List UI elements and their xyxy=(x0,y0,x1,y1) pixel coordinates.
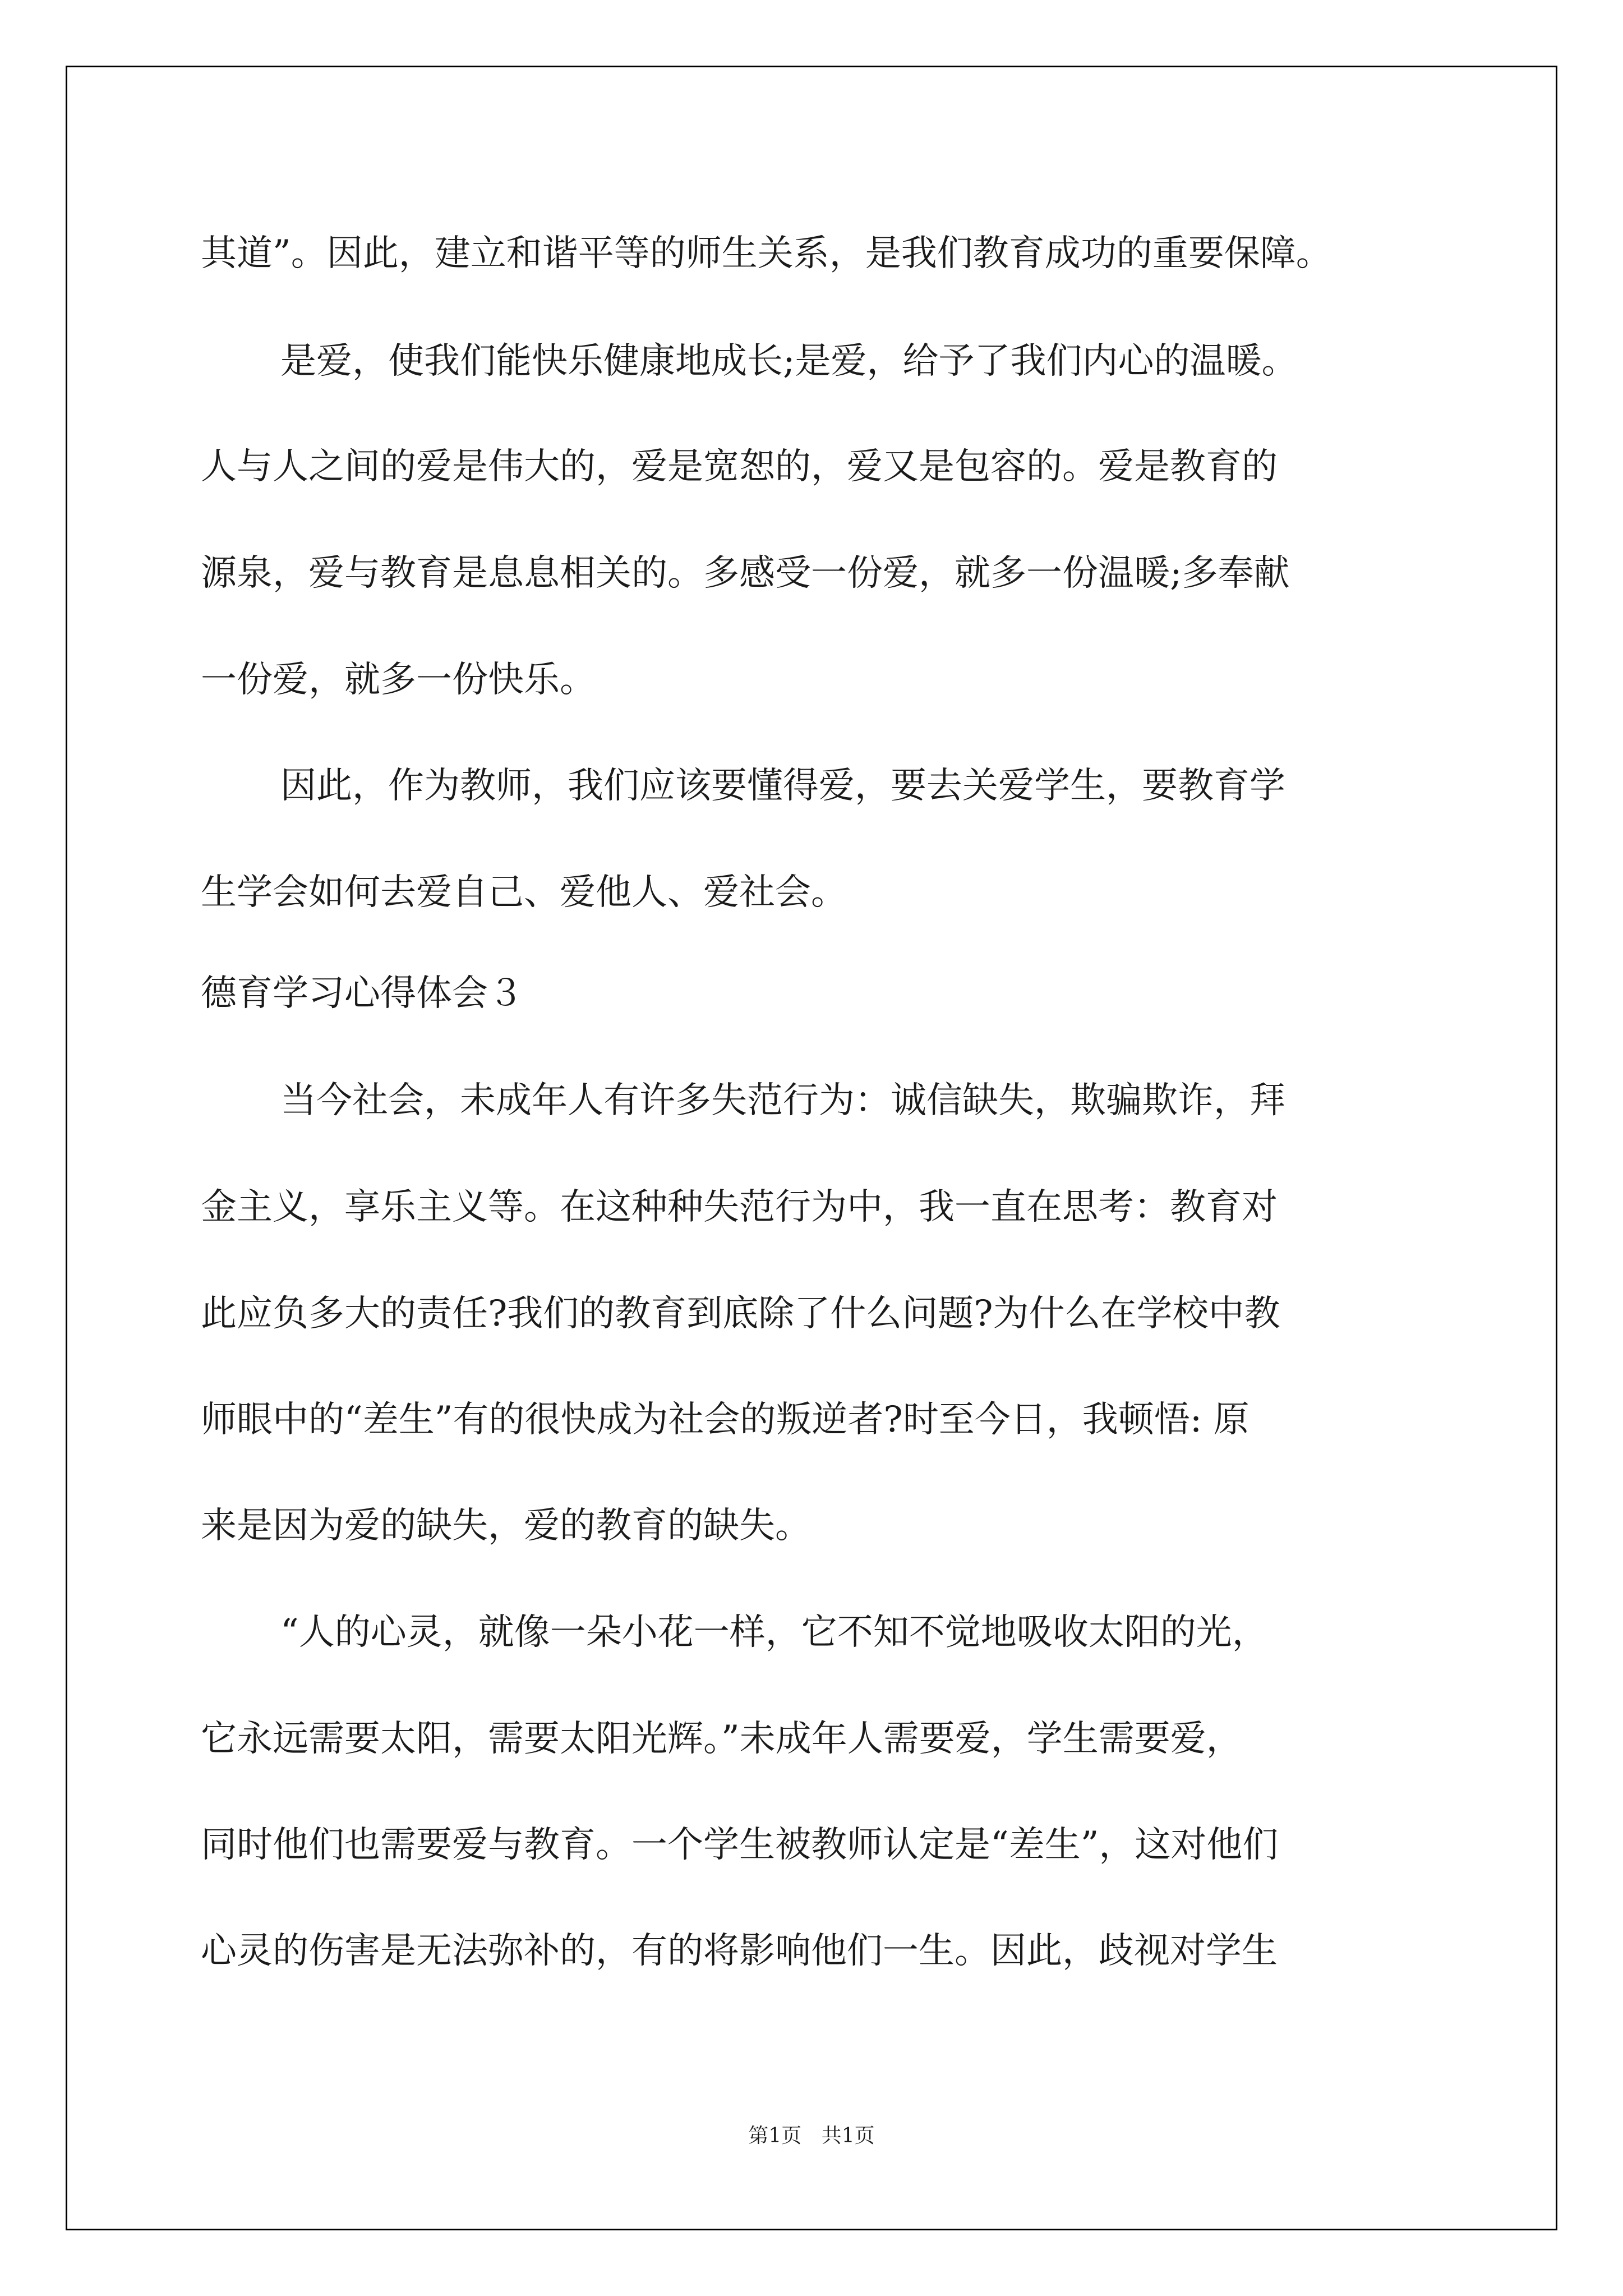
page-number: 第1页 xyxy=(748,2124,802,2147)
paragraph-line: “人的心灵，就像一朵小花一样，它不知不觉地吸收太阳的光， xyxy=(280,1612,1268,1653)
text-line: 此应负多大的责任?我们的教育到底除了什么问题?为什么在学校中教 xyxy=(201,1293,1280,1335)
text-line: 心灵的伤害是无法弥补的，有的将影响他们一生。因此，歧视对学生 xyxy=(201,1930,1278,1972)
text-line: 人与人之间的爱是伟大的，爱是宽恕的，爱又是包容的。爱是教育的 xyxy=(201,446,1278,487)
text-line: 师眼中的“差生”有的很快成为社会的叛逆者?时至今日，我顿悟: 原 xyxy=(201,1399,1249,1441)
text-line: 金主义，享乐主义等。在这种种失范行为中，我一直在思考：教育对 xyxy=(201,1186,1278,1228)
text-line: 同时他们也需要爱与教育。一个学生被教师认定是“差生”，这对他们 xyxy=(201,1824,1279,1866)
text-line: 生学会如何去爱自己、爱他人、爱社会。 xyxy=(201,872,847,913)
page-total: 共1页 xyxy=(821,2124,875,2147)
text-line: 源泉，爱与教育是息息相关的。多感受一份爱，就多一份温暖;多奉献 xyxy=(201,553,1290,594)
section-heading: 德育学习心得体会３ xyxy=(201,973,524,1014)
paragraph-line: 因此，作为教师，我们应该要懂得爱，要去关爱学生，要教育学 xyxy=(280,765,1285,807)
text-line: 其道”。因此，建立和谐平等的师生关系，是我们教育成功的重要保障。 xyxy=(201,233,1332,274)
text-line: 一份爱，就多一份快乐。 xyxy=(201,659,596,701)
text-line: 它永远需要太阳，需要太阳光辉。”未成年人需要爱，学生需要爱， xyxy=(201,1718,1242,1760)
paragraph-line: 是爱，使我们能快乐健康地成长;是爱，给予了我们内心的温暖。 xyxy=(280,341,1298,382)
text-line: 来是因为爱的缺失，爱的教育的缺失。 xyxy=(201,1505,811,1547)
page-footer xyxy=(0,2119,1623,2153)
paragraph-line: 当今社会，未成年人有许多失范行为：诚信缺失，欺骗欺诈，拜 xyxy=(280,1080,1285,1121)
